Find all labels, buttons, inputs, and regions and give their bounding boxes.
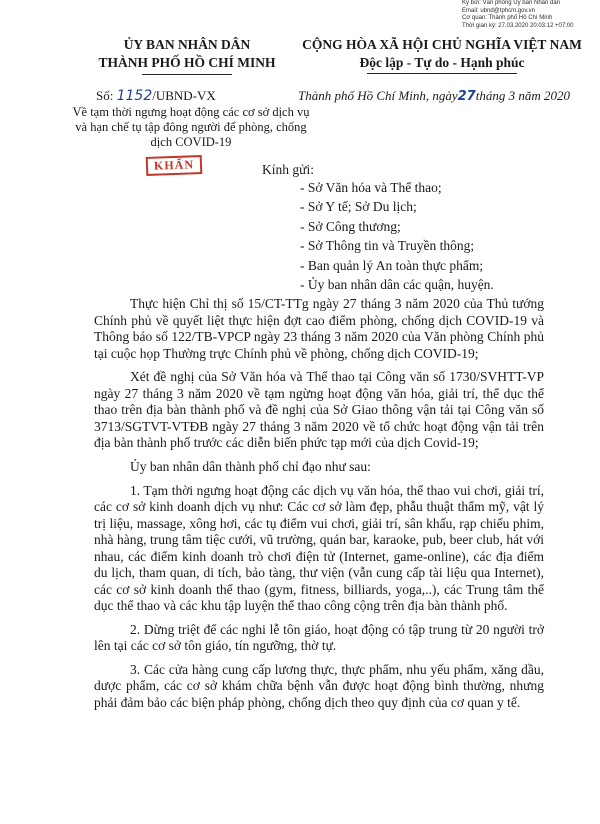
recipient-item: - Sở Công thương;: [300, 218, 401, 234]
date-prefix: Thành phố Hồ Chí Minh, ngày: [298, 88, 458, 103]
recipient-item: - Sở Văn hóa và Thể thao;: [300, 180, 442, 195]
authority-line-2: THÀNH PHỐ HỒ CHÍ MINH: [98, 55, 276, 70]
handwritten-number: 1152: [116, 88, 153, 104]
paragraph-basis: Thực hiện Chỉ thị số 15/CT-TTg ngày 27 tháng 3 năm 2020 của Thủ tướng Chính phủ về quyết liệt thực hiện đợt cao điểm phòng, chống dịch COVID-19 và Thông báo số 122/TB-VPCP ngày 23 tháng 3 năm 2020 của Văn phòng Chính phủ tại cuộc họp Thường trực Chính phủ về phòng, chống dịch COVID-19;: [94, 296, 544, 361]
authority-underline: [142, 74, 232, 75]
signature-email: Email: ubnd@tphcm.gov.vn: [462, 7, 536, 14]
handwritten-day: 27: [457, 89, 476, 104]
document-subject: Về tạm thời ngưng hoạt động các cơ sở dịch vụ và hạn chế tụ tập đông người để phòng, chống dịch COVID-19: [72, 105, 310, 149]
date-suffix: tháng 3 năm 2020: [475, 88, 570, 103]
recipient-item: - Sở Y tế; Sở Du lịch;: [300, 199, 417, 215]
paragraph-item-1: 1. Tạm thời ngưng hoạt động các dịch vụ văn hóa, thể thao vui chơi, giải trí, các cơ sở kinh doanh dịch vụ như: Các cơ sở làm đẹp, phẫu thuật thẩm mỹ, vật lý trị liệu, massage, xông hơi, các tụ điểm vui chơi, giải trí, sân khấu, rạp chiếu phim, nhà hàng, trung tâm tiệc cưới, vũ trường, quán bar, karaoke, pub, beer club, hát với nhau, các điểm kinh doanh trò chơi điện tử (Internet, game-online), các địa điểm du lịch, tham quan, di tích, bảo tàng, thư viện (vẫn cung cấp tài liệu qua Internet), các cơ sở kinh doanh thể thao (gym, fitness, billiards, yoga,..), các Trung tâm thể dục thể thao và các khu tập luyện thể thao công cộng trên địa bàn thành phố.: [94, 482, 544, 614]
recipient-item: - Ban quản lý An toàn thực phẩm;: [300, 257, 484, 273]
national-header: [282, 36, 600, 74]
signature-signer: Ký bởi: Văn phòng Ủy ban Nhân dân: [462, 0, 561, 6]
paragraph-item-3: 3. Các cửa hàng cung cấp lương thực, thực phẩm, nhu yếu phẩm, xăng dầu, dược phẩm, các cơ sở khám chữa bệnh vẫn được hoạt động bình thường, nhưng phải đảm bảo các biện pháp phòng, chống dịch theo quy định của cơ quan y tế.: [94, 661, 544, 710]
paragraph-consideration: Xét đề nghị của Sở Văn hóa và Thể thao tại Công văn số 1730/SVHTT-VP ngày 27 tháng 3 năm 2020 về tạm ngừng hoạt động văn hóa, giải trí, thể dục thể thao trên địa bàn thành phố và đề nghị của Sở Giao thông vận tải tại Công văn số 3713/SGTVT-VTĐB ngày 27 tháng 3 năm 2020 về tổ chức hoạt động vận tải trên địa bàn thành phố trước các diễn biến phức tạp mới của dịch Covid-19;: [94, 369, 544, 451]
greeting: Kính gửi:: [262, 162, 314, 177]
national-motto: Độc lập - Tự do - Hạnh phúc: [359, 55, 525, 70]
number-suffix: /UBND-VX: [152, 88, 216, 103]
document-body: [94, 296, 544, 719]
document-number: [96, 88, 216, 104]
document-date: [298, 88, 570, 104]
urgent-stamp: KHẨN: [146, 155, 203, 176]
paragraph-directive-intro: Ủy ban nhân dân thành phố chỉ đạo như sau:: [130, 458, 371, 474]
recipient-item: - Ủy ban nhân dân các quận, huyện.: [300, 277, 494, 293]
recipient-list: [300, 178, 494, 294]
authority-line-1: ỦY BAN NHÂN DÂN: [123, 37, 251, 52]
number-prefix: Số:: [96, 88, 117, 103]
paragraph-item-2: 2. Dừng triệt để các nghi lễ tôn giáo, hoạt động có tập trung từ 20 người trở lên tại các cơ sở tôn giáo, tín ngưỡng, thờ tự.: [94, 621, 544, 654]
issuing-authority: [72, 36, 302, 75]
nation-name: CỘNG HÒA XÃ HỘI CHỦ NGHĨA VIỆT NAM: [302, 37, 582, 52]
recipient-item: - Sở Thông tin và Truyền thông;: [300, 238, 475, 254]
motto-underline: [367, 73, 517, 74]
digital-signature-block: [462, 0, 592, 30]
signature-agency: Cơ quan: Thành phố Hồ Chí Minh: [462, 15, 553, 22]
signature-time: Thời gian ký: 27.03.2020 20:03:12 +07:00: [462, 22, 574, 29]
